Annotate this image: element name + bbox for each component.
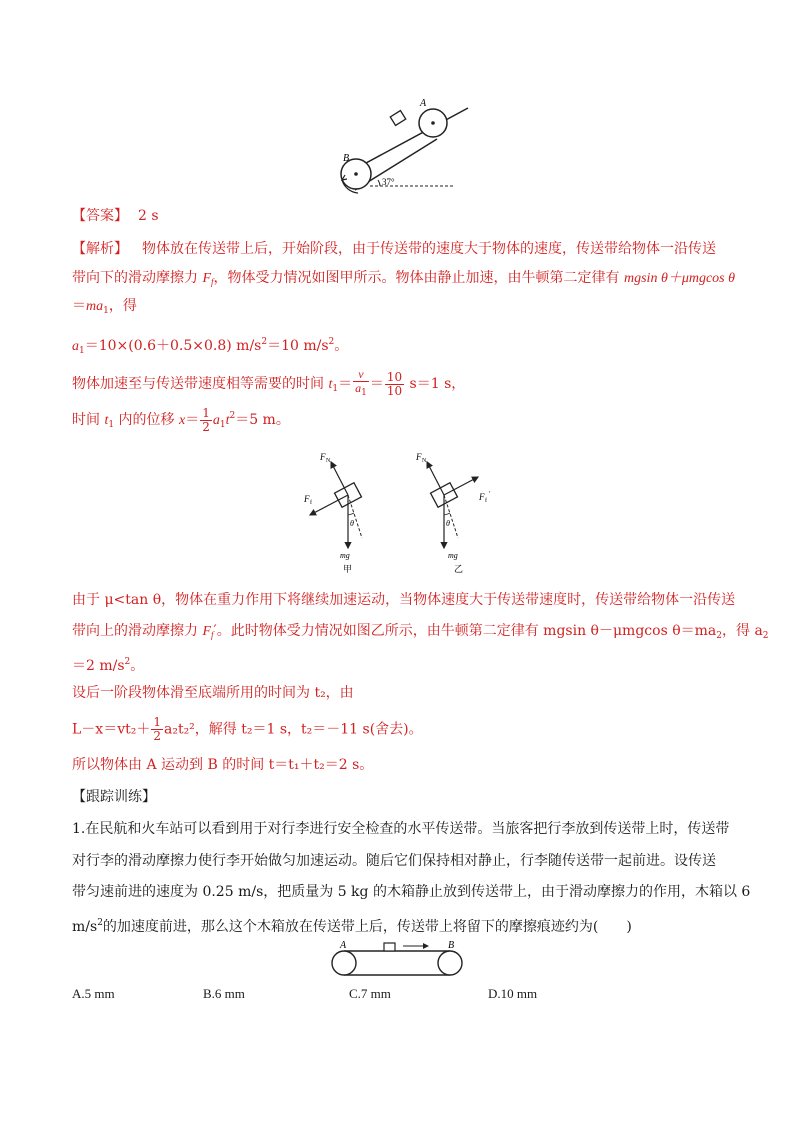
block (390, 111, 405, 126)
label-a: A (340, 940, 347, 951)
force-diagram-right (415, 452, 491, 574)
analysis-line-10: 设后一阶段物体滑至底端所用的时间为 t₂，由 (72, 685, 354, 701)
option-b[interactable]: B.6 mm (203, 986, 245, 1001)
answer-value: 2 s (138, 208, 159, 224)
analysis-line-11: L－x＝vt₂＋ $\frac{1}{2}$ a₂t₂²，解得 t₂＝1 s，t₂＝－11 s(舍去)。 (72, 715, 423, 743)
force-diagrams-figure (0, 445, 794, 575)
answer-tag: 【答案】 (72, 208, 128, 224)
svg-text:θ: θ (446, 519, 450, 528)
analysis-line-5: 物体加速至与传送带速度相等需要的时间 $t_1=$ $\frac{v}{a_1}$ ＝ $\frac{10}{10}$ s＝1 s， (72, 367, 466, 398)
analysis-tag: 【解析】 (72, 241, 128, 257)
svg-text:′: ′ (489, 490, 491, 498)
svg-text:f: f (310, 500, 312, 506)
question-1-line-4: $m/s^2$的加速度前进，那么这个木箱放在传送带上后，传送带上将留下的摩擦痕迹约为( ) (72, 918, 632, 935)
analysis-line-12: 所以物体由 A 运动到 B 的时间 t＝t₁＋t₂＝2 s。 (72, 757, 374, 773)
label-b: B (448, 940, 455, 951)
caption-jia: 甲 (343, 564, 353, 574)
svg-text:F: F (320, 452, 326, 462)
luggage-box (384, 943, 395, 951)
question-1-line-1: 1.在民航和火车站可以看到用于对行李进行安全检查的水平传送带。当旅客把行李放到传送带上时，传送带 (72, 821, 730, 837)
incline-conveyor-figure (0, 90, 794, 290)
force-diagram-left (303, 452, 362, 574)
angle-label: 37° (382, 177, 395, 187)
training-tag: 【跟踪训练】 (72, 789, 156, 805)
svg-text:f: f (485, 498, 487, 504)
question-1-line-2: 对行李的滑动摩擦力使行李开始做匀加速运动。随后它们保持相对静止，行李随传送带一起前进。设传送 (72, 853, 716, 869)
option-c[interactable]: C.7 mm (349, 986, 391, 1001)
analysis-line-9: ＝2 $m/s^2$。 (72, 657, 145, 674)
analysis-line-8: 带向上的滑动摩擦力 $F_f'$。此时物体受力情况如图乙所示，由牛顿第二定律有 mgsin θ－μmgcos $\theta=ma_2$，得 $a_2$ (72, 623, 769, 641)
analysis-line-3: $=ma_1$，得 (72, 298, 137, 316)
label-b: B (343, 153, 350, 164)
svg-text:F: F (304, 494, 310, 504)
analysis-line-2: 带向下的滑动摩擦力 $F_f$，物体受力情况如图甲所示。物体由静止加速，由牛顿第二定律有 mgsin θ＋μmgcos θ (72, 270, 736, 287)
analysis-line-7: 由于 μ<tan θ，物体在重力作用下将继续加速运动，当物体速度大于传送带速度时，传送带给物体一沿传送 (72, 592, 736, 608)
label-a: A (420, 98, 427, 109)
svg-text:F: F (416, 452, 422, 462)
answer-line (72, 206, 159, 226)
svg-text:mg: mg (448, 551, 458, 560)
analysis-line-6: 时间 $t_1$ 内的位移 x＝ $\frac{1}{2}$ $a_1t^2=5$ m。 (72, 405, 290, 434)
question-1-line-3: 带匀速前进的速度为 0.25 m/s，把质量为 5 kg 的木箱静止放到传送带上，由于滑动摩擦力的作用，木箱以 6 (72, 884, 751, 900)
analysis-line-1: 【解析】 物体放在传送带上后，开始阶段，由于传送带的速度大于物体的速度，传送带给物体一沿传送 (72, 241, 716, 257)
svg-text:N: N (326, 458, 331, 464)
analysis-line-4: $a_1=10\times(0.6+0.5\times 0.8)$ $m/s^2=10$ $m/s^2$。 (72, 337, 349, 356)
option-d[interactable]: D.10 mm (488, 986, 538, 1001)
svg-text:mg: mg (340, 551, 350, 560)
svg-text:N: N (422, 458, 427, 464)
svg-text:θ: θ (350, 519, 354, 528)
caption-yi: 乙 (454, 564, 464, 574)
svg-text:F: F (479, 492, 485, 502)
horizontal-conveyor-figure (0, 940, 794, 980)
option-a[interactable]: A.5 mm (72, 986, 115, 1001)
